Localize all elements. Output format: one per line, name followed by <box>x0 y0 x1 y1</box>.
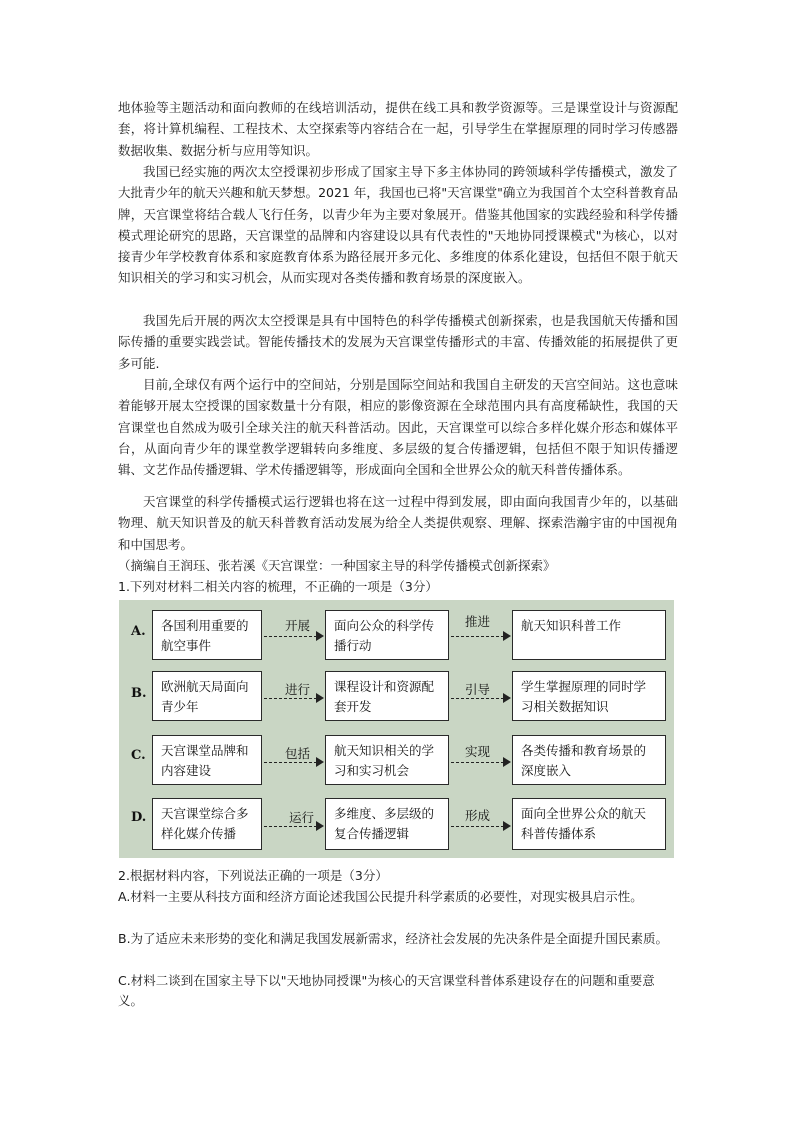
question-2-option-a: A.材料一主要从科技方面和经济方面论述我国公民提升科学素质的必要性，对现实极具启示性。 <box>118 889 643 904</box>
row-b-verb-1: 进行 <box>285 682 311 697</box>
option-c-letter: C. <box>131 748 146 763</box>
row-b-box-3: 学生掌握原理的同时学习相关数据知识 <box>512 671 666 721</box>
row-b-box-1: 欧洲航天局面向青少年 <box>152 671 262 721</box>
passage-paragraph-2: 我国先后开展的两次太空授课是具有中国特色的科学传播模式创新探索，也是我国航天传播和国际传播的重要实践尝试。智能传播技术的发展为天宫课堂传播形式的丰富、传播效能的拓展提供了更多可能. <box>118 313 678 371</box>
option-d-letter: D. <box>131 810 147 825</box>
row-a-box-2: 面向公众的科学传播行动 <box>325 610 449 660</box>
row-b-arrow-1 <box>264 698 322 699</box>
row-c-arrow-1 <box>264 762 322 763</box>
question-1-flow-diagram <box>119 600 674 858</box>
row-a-box-3: 航天知识科普工作 <box>512 610 666 660</box>
row-a-box-1: 各国利用重要的航空事件 <box>152 610 262 660</box>
row-a-verb-1: 开展 <box>285 618 311 633</box>
row-c-arrow-2 <box>451 762 509 763</box>
row-c-box-3: 各类传播和教育场景的深度嵌入 <box>512 735 666 785</box>
row-d-verb-1: 运行 <box>289 810 315 825</box>
question-2-option-b: B.为了适应未来形势的变化和满足我国发展新需求，经济社会发展的先决条件是全面提升国民素质。 <box>118 931 669 946</box>
row-c-verb-2: 实现 <box>465 744 491 759</box>
row-d-box-1: 天宫课堂综合多样化媒介传播 <box>152 798 262 850</box>
row-d-arrow-1 <box>264 826 322 827</box>
row-d-arrow-2 <box>451 826 509 827</box>
row-c-box-2: 航天知识相关的学习和实习机会 <box>325 735 449 785</box>
question-2-stem: 2.根据材料内容，下列说法正确的一项是（3分） <box>118 868 388 883</box>
passage-paragraph-0: 地体验等主题活动和面向教师的在线培训活动，提供在线工具和教学资源等。三是课堂设计与资源配套，将计算机编程、工程技术、太空探索等内容结合在一起，引导学生在掌握原理的同时学习传感器数据收集、数据分析与应用等知识。 <box>118 100 678 158</box>
option-b-letter: B. <box>131 686 147 701</box>
passage-paragraph-1: 我国已经实施的两次太空授课初步形成了国家主导下多主体协同的跨领域科学传播模式，激发了大批青少年的航天兴趣和航天梦想。2021 年，我国也已将"天宫课堂"确立为我国首个太空科普教育品牌，天宫课堂将结合载人飞行任务，以青少年为主要对象展开。借鉴其他国家的实践经验和科学传播模式理论研究的思路，天宫课堂的品牌和内容建设以具有代表性的"天地协同授课模式"为核心，以对接青少年学校教育体系和家庭教育体系为路径展开多元化、多维度的体系化建设，包括但不限于航天知识相关的学习和实习机会，从而实现对各类传播和教育场景的深度嵌入。 <box>118 164 678 286</box>
passage-paragraph-4: 天宫课堂的科学传播模式运行逻辑也将在这一过程中得到发展，即由面向我国青少年的，以基础物理、航天知识普及的航天科普教育活动发展为给全人类提供观察、理解、探索浩瀚宇宙的中国视角和中国思考。 <box>118 494 678 552</box>
question-2-option-c: C.材料二谈到在国家主导下以"天地协同授课"为核心的天宫课堂科普体系建设存在的问题和重要意义。 <box>118 973 655 1008</box>
row-b-box-2: 课程设计和资源配套开发 <box>325 671 449 721</box>
row-d-box-3: 面向全世界公众的航天科普传播体系 <box>512 798 666 850</box>
row-b-arrow-2 <box>451 698 509 699</box>
option-a-letter: A. <box>131 624 146 639</box>
question-1-stem: 1.下列对材料二相关内容的梳理，不正确的一项是（3分） <box>118 579 438 594</box>
row-d-box-2: 多维度、多层级的复合传播逻辑 <box>325 798 449 850</box>
source-citation: （摘编自王润珏、张若溪《天宫课堂：一种国家主导的科学传播模式创新探索》 <box>118 558 556 573</box>
passage-paragraph-3: 目前,全球仅有两个运行中的空间站，分别是国际空间站和我国自主研发的天宫空间站。这也意味着能够开展太空授课的国家数量十分有限，相应的影像资源在全球范围内具有高度稀缺性，我国的天宫课堂也自然成为吸引全球关注的航天科普活动。因此，天宫课堂可以综合多样化媒介形态和媒体平台，从面向青少年的课堂教学逻辑转向多维度、多层级的复合传播逻辑，包括但不限于知识传播逻辑、文艺作品传播逻辑、学术传播逻辑等，形成面向全国和全世界公众的航天科普传播体系。 <box>118 377 678 478</box>
row-c-box-1: 天宫课堂品牌和内容建设 <box>152 735 262 785</box>
row-a-arrow-2 <box>451 636 509 637</box>
row-a-arrow-1 <box>264 636 322 637</box>
row-c-verb-1: 包括 <box>285 746 311 761</box>
row-a-verb-2: 推进 <box>465 614 491 629</box>
row-d-verb-2: 形成 <box>465 808 491 823</box>
row-b-verb-2: 引导 <box>465 682 491 697</box>
